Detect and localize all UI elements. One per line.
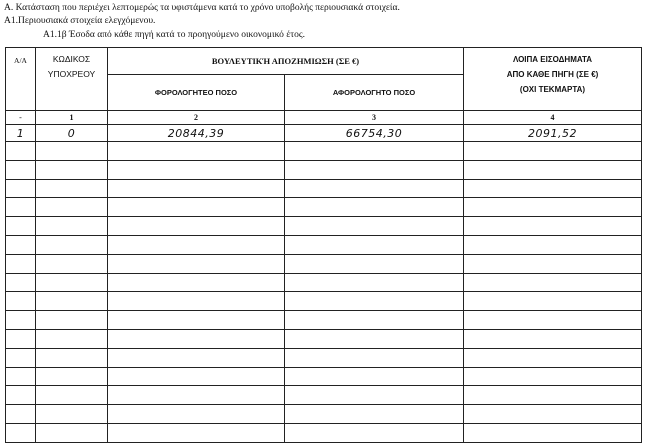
empty-cell <box>285 179 464 198</box>
empty-cell <box>464 198 642 217</box>
table-row <box>6 160 642 179</box>
heading-line-2: Α1.Περιουσιακά στοιχεία ελεγχόμενου. <box>4 16 156 26</box>
table-row <box>6 142 642 161</box>
empty-cell <box>464 142 642 161</box>
empty-cell <box>6 311 36 330</box>
empty-cell <box>36 348 108 367</box>
kodikos-line-1: ΚΩΔΙΚΟΣ <box>52 54 91 64</box>
empty-cell <box>285 273 464 292</box>
row1-kodikos: 0 <box>36 125 108 142</box>
empty-cell <box>6 386 36 405</box>
loipa-line-2: ΑΠΟ ΚΑΘΕ ΠΗΓΗ (ΣΕ €) <box>506 70 599 79</box>
empty-cell <box>6 292 36 311</box>
col-number-3: 3 <box>285 111 464 125</box>
empty-cell <box>285 405 464 424</box>
empty-cell <box>108 179 285 198</box>
col-number-2: 2 <box>108 111 285 125</box>
empty-cell <box>6 179 36 198</box>
empty-cell <box>108 254 285 273</box>
table-row <box>6 386 642 405</box>
empty-cell <box>108 160 285 179</box>
col-number-4: 4 <box>464 111 642 125</box>
empty-cell <box>285 386 464 405</box>
empty-cell <box>36 273 108 292</box>
empty-cell <box>36 198 108 217</box>
empty-cell <box>464 367 642 386</box>
heading-line-3: Α1.1β Έσοδα από κάθε πηγή κατά το προηγούμενο οικονομικό έτος. <box>43 30 305 40</box>
empty-cell <box>464 254 642 273</box>
empty-cell <box>108 311 285 330</box>
empty-cell <box>108 348 285 367</box>
col-header-forologiteo: ΦΟΡΟΛΟΓΗΤΕΟ ΠΟΣΟ <box>108 75 285 111</box>
kodikos-line-2: ΥΠΟΧΡΕΟΥ <box>47 69 96 79</box>
empty-cell <box>6 142 36 161</box>
empty-cell <box>36 386 108 405</box>
empty-cell <box>6 423 36 442</box>
empty-cell <box>285 367 464 386</box>
empty-cell <box>6 198 36 217</box>
row1-forologiteo: 20844,39 <box>108 125 285 142</box>
table-row <box>6 217 642 236</box>
empty-cell <box>464 160 642 179</box>
table-row <box>6 405 642 424</box>
empty-cell <box>108 217 285 236</box>
empty-cell <box>108 386 285 405</box>
empty-cell <box>108 423 285 442</box>
empty-cell <box>285 329 464 348</box>
row1-loipa: 2091,52 <box>464 125 642 142</box>
empty-cell <box>285 217 464 236</box>
empty-cell <box>108 235 285 254</box>
empty-cell <box>108 142 285 161</box>
empty-cell <box>464 329 642 348</box>
col-header-loipa <box>464 48 642 111</box>
empty-cell <box>285 348 464 367</box>
empty-cell <box>36 329 108 348</box>
table-row <box>6 254 642 273</box>
loipa-line-1: ΛΟΙΠΑ ΕΙΣΟΔΗΜΑΤΑ <box>512 55 593 64</box>
table-row <box>6 329 642 348</box>
empty-cell <box>285 235 464 254</box>
heading-line-1: Α. Κατάσταση που περιέχει λεπτομερώς τα υφιστάμενα κατά το χρόνο υποβολής περιουσιακά στοιχεία. <box>4 3 400 13</box>
empty-cell <box>464 348 642 367</box>
row1-aforologito: 66754,30 <box>285 125 464 142</box>
empty-cell <box>285 160 464 179</box>
empty-cell <box>6 405 36 424</box>
empty-cell <box>36 179 108 198</box>
table-row <box>6 348 642 367</box>
table-row <box>6 179 642 198</box>
empty-cell <box>36 367 108 386</box>
empty-cell <box>464 235 642 254</box>
empty-cell <box>6 160 36 179</box>
empty-cell <box>36 235 108 254</box>
empty-cell <box>285 254 464 273</box>
empty-cell <box>108 198 285 217</box>
empty-cell <box>6 235 36 254</box>
empty-cell <box>285 198 464 217</box>
empty-cell <box>6 254 36 273</box>
empty-cell <box>6 217 36 236</box>
income-table <box>5 47 642 443</box>
empty-cell <box>108 367 285 386</box>
empty-cell <box>285 142 464 161</box>
table-row <box>6 292 642 311</box>
empty-cell <box>285 292 464 311</box>
col-header-kodikos <box>36 48 108 111</box>
empty-cell <box>108 273 285 292</box>
col-header-aa: Α/Α <box>6 48 36 111</box>
empty-cell <box>6 367 36 386</box>
empty-cell <box>36 311 108 330</box>
empty-cell <box>464 405 642 424</box>
table-row <box>6 235 642 254</box>
empty-cell <box>108 292 285 311</box>
col-header-vouleftiki: ΒΟΥΛΕΥΤΙΚΉ ΑΠΟΖΗΜΙΩΣΗ (ΣΕ €) <box>108 48 464 75</box>
empty-cell <box>36 254 108 273</box>
table-row <box>6 198 642 217</box>
row1-aa: 1 <box>6 125 36 142</box>
empty-cell <box>36 405 108 424</box>
table-row <box>6 273 642 292</box>
table-row <box>6 423 642 442</box>
empty-cell <box>108 329 285 348</box>
col-number-1: 1 <box>36 111 108 125</box>
empty-cell <box>464 217 642 236</box>
col-header-aforologito: ΑΦΟΡΟΛΟΓΗΤΟ ΠΟΣΟ <box>285 75 464 111</box>
empty-cell <box>464 423 642 442</box>
empty-cell <box>6 329 36 348</box>
empty-cell <box>464 292 642 311</box>
table-row <box>6 311 642 330</box>
col-number-0: - <box>6 111 36 125</box>
empty-cell <box>285 423 464 442</box>
empty-cell <box>464 179 642 198</box>
empty-cell <box>36 423 108 442</box>
empty-cell <box>108 405 285 424</box>
empty-cell <box>6 273 36 292</box>
empty-cell <box>6 348 36 367</box>
empty-cell <box>464 273 642 292</box>
column-number-row <box>6 111 642 125</box>
empty-cell <box>36 292 108 311</box>
empty-cell <box>36 160 108 179</box>
empty-cell <box>36 217 108 236</box>
empty-cell <box>285 311 464 330</box>
empty-cell <box>36 142 108 161</box>
empty-cell <box>464 386 642 405</box>
loipa-line-3: (ΟΧΙ ΤΕΚΜΑΡΤΑ) <box>519 85 586 94</box>
empty-cell <box>464 311 642 330</box>
table-row <box>6 125 642 142</box>
table-row <box>6 367 642 386</box>
